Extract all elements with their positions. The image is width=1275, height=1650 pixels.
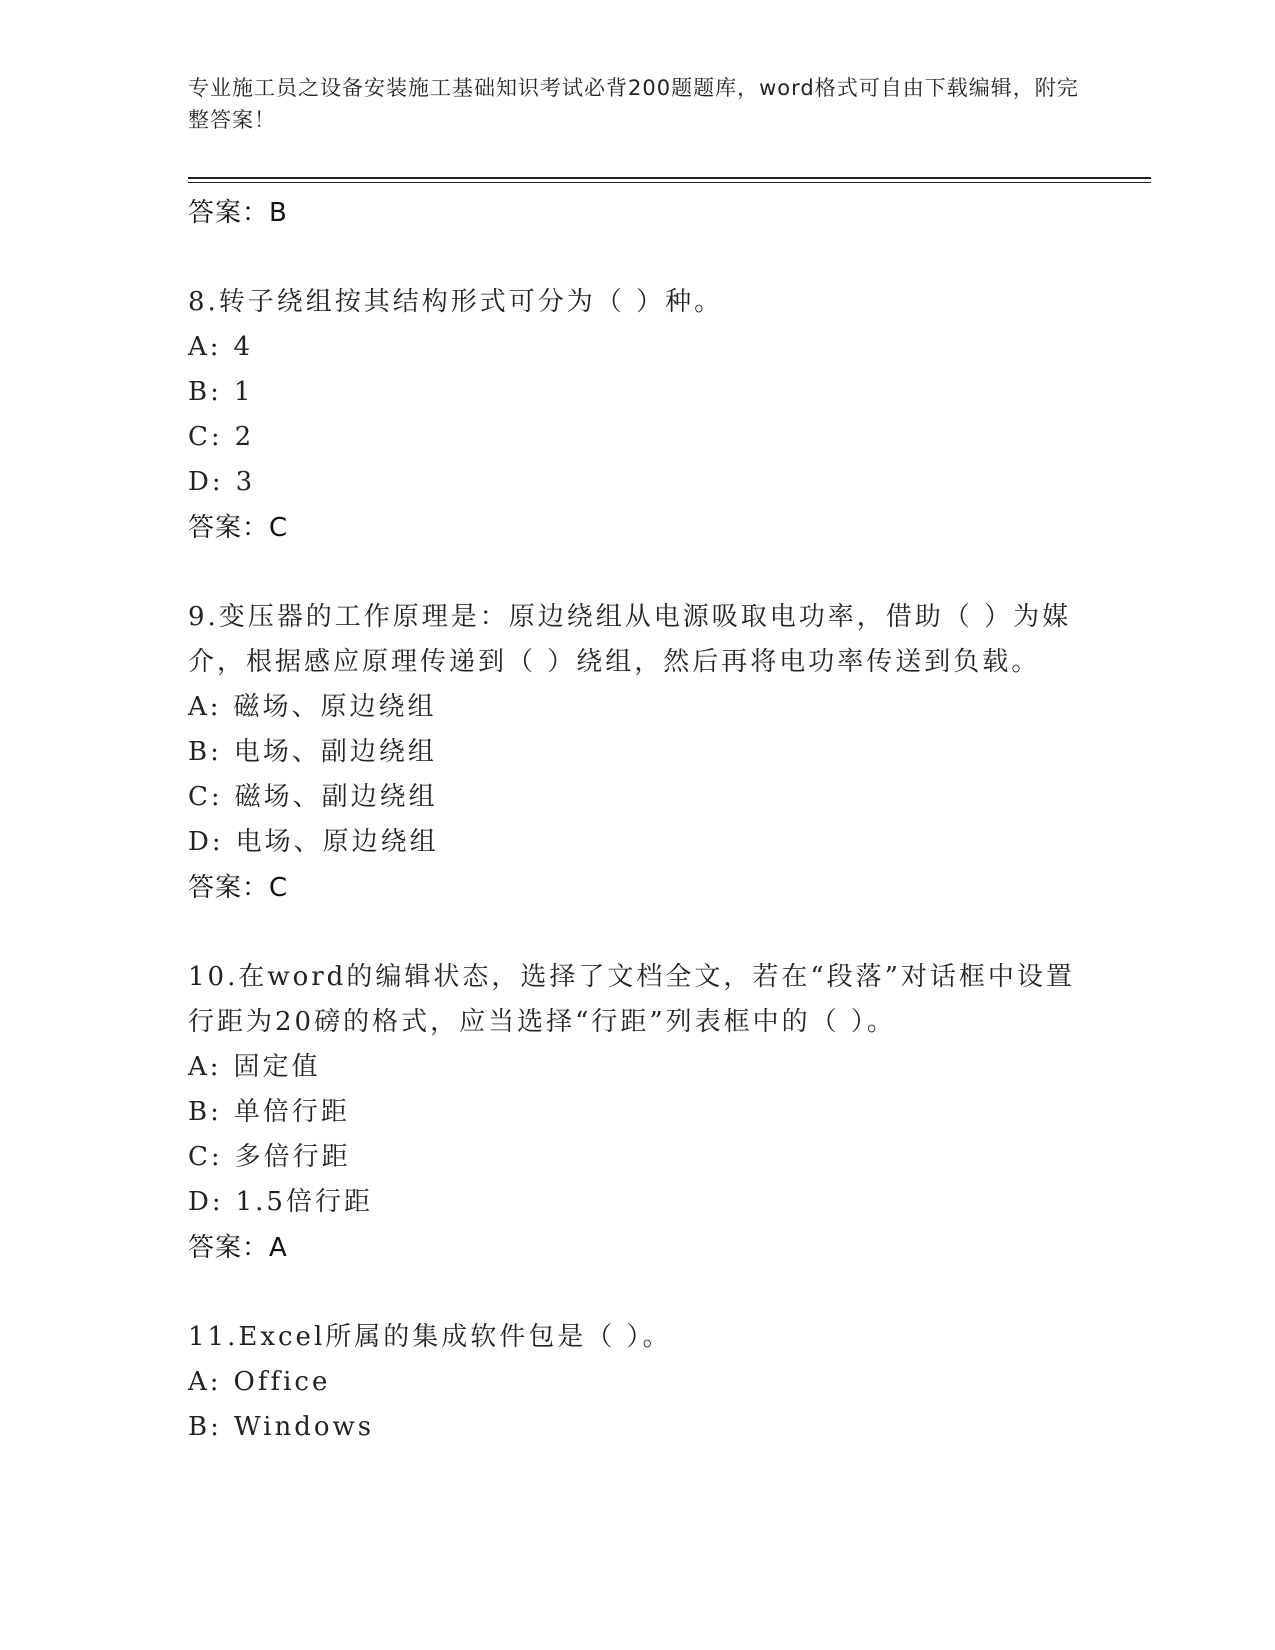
page-header: 专业施工员之设备安装施工基础知识考试必背200题题库，word格式可自由下载编辑，附完整答案！ — [188, 76, 1079, 132]
option-a — [188, 1360, 1088, 1405]
option-value: Windows — [233, 1412, 375, 1442]
option-key: A: — [188, 1367, 222, 1397]
option-value: 1.5倍行距 — [235, 1187, 373, 1217]
option-value: 固定值 — [233, 1052, 321, 1082]
option-value: 单倍行距 — [233, 1097, 350, 1127]
question-item — [188, 280, 1088, 551]
answer-line: 答案：B — [188, 198, 288, 228]
option-c — [188, 1135, 1088, 1180]
option-c — [188, 775, 1088, 820]
header-divider-thin — [188, 182, 1151, 183]
option-d — [188, 1180, 1088, 1225]
question-text: 10.在word的编辑状态，选择了文档全文，若在“段落”对话框中设置行距为20磅的格式，应当选择“行距”列表框中的（ ）。 — [188, 962, 1075, 1037]
question-item — [188, 595, 1088, 911]
option-value: 电场、原边绕组 — [235, 827, 439, 857]
option-key: C: — [188, 1142, 223, 1172]
option-key: B: — [188, 1412, 222, 1442]
option-a — [188, 325, 1088, 370]
option-b — [188, 730, 1088, 775]
answer-line: 答案：C — [188, 513, 289, 543]
question-text: 8.转子绕组按其结构形式可分为（ ）种。 — [188, 287, 724, 317]
question-text: 11.Excel所属的集成软件包是（ ）。 — [188, 1322, 672, 1352]
option-value: Office — [233, 1367, 331, 1397]
option-key: A: — [188, 332, 222, 362]
option-d — [188, 820, 1088, 865]
option-value: 4 — [233, 332, 254, 362]
option-key: D: — [188, 827, 224, 857]
question-item — [188, 955, 1088, 1271]
answer-line: 答案：C — [188, 873, 289, 903]
option-key: A: — [188, 1052, 222, 1082]
option-value: 电场、副边绕组 — [233, 737, 437, 767]
question-list — [188, 190, 1088, 1450]
option-value: 磁场、副边绕组 — [234, 782, 438, 812]
question-item — [188, 1315, 1088, 1450]
option-b — [188, 1405, 1088, 1450]
option-value: 磁场、原边绕组 — [233, 692, 437, 722]
option-key: C: — [188, 782, 223, 812]
option-b — [188, 370, 1088, 415]
question-text: 9.变压器的工作原理是：原边绕组从电源吸取电功率，借助（ ）为媒介，根据感应原理传递到（ ）绕组，然后再将电功率传送到负载。 — [188, 602, 1072, 677]
option-value: 3 — [235, 467, 256, 497]
option-c — [188, 415, 1088, 460]
option-key: A: — [188, 692, 222, 722]
option-value: 1 — [233, 377, 254, 407]
option-key: C: — [188, 422, 223, 452]
option-value: 多倍行距 — [234, 1142, 351, 1172]
option-d — [188, 460, 1088, 505]
option-a — [188, 685, 1088, 730]
option-key: D: — [188, 1187, 224, 1217]
option-b — [188, 1090, 1088, 1135]
option-key: D: — [188, 467, 224, 497]
header-divider-thick — [188, 177, 1151, 179]
option-value: 2 — [234, 422, 255, 452]
option-key: B: — [188, 377, 222, 407]
answer-line: 答案：A — [188, 1233, 288, 1263]
option-key: B: — [188, 737, 222, 767]
option-a — [188, 1045, 1088, 1090]
option-key: B: — [188, 1097, 222, 1127]
